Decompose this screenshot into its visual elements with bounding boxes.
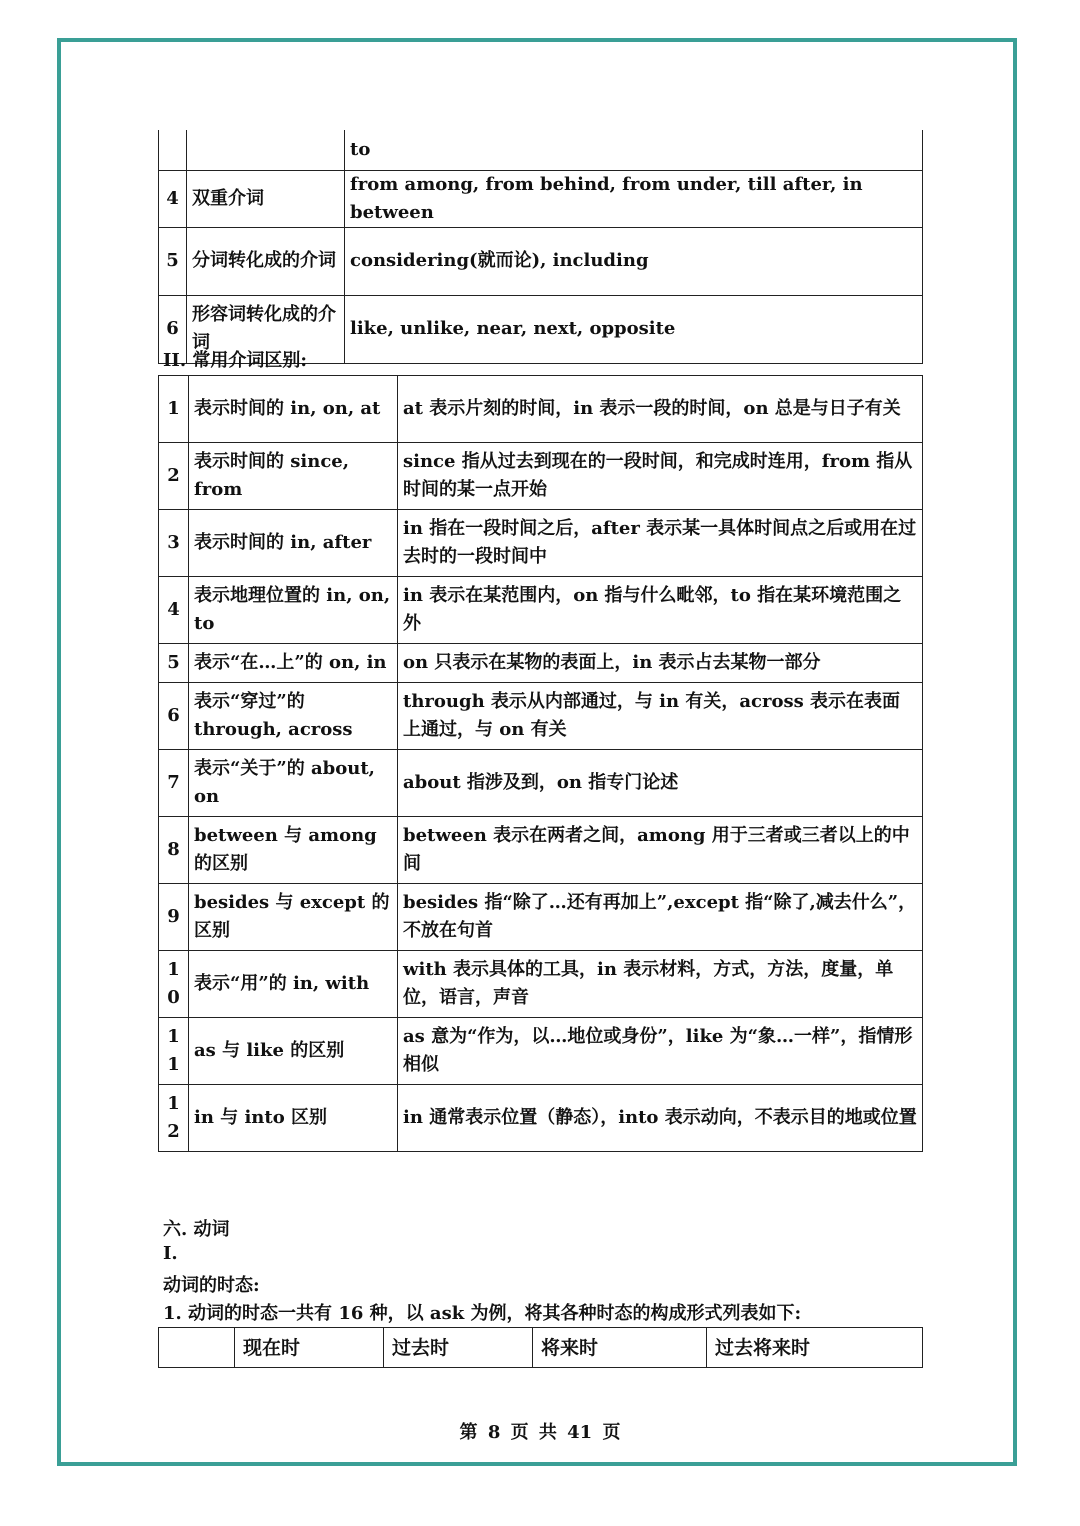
tense-header-row	[159, 1328, 923, 1368]
diff-item: 表示“用”的 in, with	[189, 951, 398, 1018]
table-row	[159, 577, 923, 644]
diff-description: with 表示具体的工具，in 表示材料，方式，方法，度量，单位，语言，声音	[398, 951, 923, 1018]
prep-type: 双重介词	[187, 170, 345, 227]
row-number: 2	[159, 443, 189, 510]
row-number: 5	[159, 227, 187, 295]
diff-item: 表示时间的 since, from	[189, 443, 398, 510]
diff-item: 表示“穿过”的 through, across	[189, 683, 398, 750]
prep-examples: from among, from behind, from under, till after, in between	[345, 170, 923, 227]
section6-intro: 1. 动词的时态一共有 16 种，以 ask 为例，将其各种时态的构成形式列表如下:	[163, 1303, 802, 1324]
diff-description: on 只表示在某物的表面上，in 表示占去某物一部分	[398, 644, 923, 683]
table-row	[159, 1018, 923, 1085]
diff-item: 表示地理位置的 in, on, to	[189, 577, 398, 644]
diff-item: between 与 among 的区别	[189, 817, 398, 884]
table-row	[159, 376, 923, 443]
diff-item: in 与 into 区别	[189, 1085, 398, 1152]
table-row	[159, 443, 923, 510]
tense-header-cell: 将来时	[533, 1328, 707, 1368]
diff-description: between 表示在两者之间，among 用于三者或三者以上的中间	[398, 817, 923, 884]
diff-item: 表示时间的 in, on, at	[189, 376, 398, 443]
table-row	[159, 227, 923, 295]
diff-description: through 表示从内部通过，与 in 有关，across 表示在表面上通过，与 on 有关	[398, 683, 923, 750]
row-number: 8	[159, 817, 189, 884]
tense-header-cell: 过去时	[384, 1328, 533, 1368]
row-number: 4	[159, 170, 187, 227]
prep-examples: like, unlike, near, next, opposite	[345, 295, 923, 363]
row-number: 6	[159, 295, 187, 363]
row-number: 9	[159, 884, 189, 951]
tense-header-cell: 过去将来时	[707, 1328, 923, 1368]
diff-description: as 意为“作为，以…地位或身份”，like 为“象…一样”，指情形相似	[398, 1018, 923, 1085]
diff-item: 表示时间的 in, after	[189, 510, 398, 577]
row-number: 1 2	[159, 1085, 189, 1152]
table-row	[159, 510, 923, 577]
table-row	[159, 1085, 923, 1152]
table-row	[159, 817, 923, 884]
row-number: 6	[159, 683, 189, 750]
table-row	[159, 644, 923, 683]
section-heading: II. 常用介词区别:	[163, 350, 308, 371]
prep-examples: considering(就而论), including	[345, 227, 923, 295]
diff-description: in 指在一段时间之后，after 表示某一具体时间点之后或用在过去时的一段时间中	[398, 510, 923, 577]
row-number: 7	[159, 750, 189, 817]
table-row	[159, 884, 923, 951]
prep-diff-body	[159, 376, 923, 1152]
row-number: 1 0	[159, 951, 189, 1018]
page-footer: 第 8 页 共 41 页	[459, 1422, 621, 1443]
diff-item: besides 与 except 的区别	[189, 884, 398, 951]
diff-item: 表示“关于”的 about, on	[189, 750, 398, 817]
section6-roman: I.	[163, 1243, 178, 1264]
diff-description: in 表示在某范围内，on 指与什么毗邻，to 指在某环境范围之外	[398, 577, 923, 644]
prep-diff-table	[158, 375, 923, 1152]
row-number: 3	[159, 510, 189, 577]
diff-description: since 指从过去到现在的一段时间，和完成时连用，from 指从时间的某一点开始	[398, 443, 923, 510]
prep-type-table	[158, 130, 923, 364]
diff-item: as 与 like 的区别	[189, 1018, 398, 1085]
prep-type: 分词转化成的介词	[187, 227, 345, 295]
table-row	[159, 750, 923, 817]
table-row	[159, 170, 923, 227]
tense-header-cell	[159, 1328, 235, 1368]
prep-examples: to	[345, 130, 923, 170]
diff-description: in 通常表示位置（静态），into 表示动向，不表示目的地或位置	[398, 1085, 923, 1152]
prep-type: 形容词转化成的介词	[187, 295, 345, 363]
prep-type	[187, 130, 345, 170]
table-row	[159, 130, 923, 170]
row-number: 1 1	[159, 1018, 189, 1085]
diff-description: at 表示片刻的时间，in 表示一段的时间，on 总是与日子有关	[398, 376, 923, 443]
diff-description: about 指涉及到，on 指专门论述	[398, 750, 923, 817]
tense-header-cell: 现在时	[235, 1328, 384, 1368]
tense-table	[158, 1327, 923, 1368]
diff-item: 表示“在…上”的 on, in	[189, 644, 398, 683]
section6-subtitle: 动词的时态:	[163, 1275, 260, 1296]
row-number: 5	[159, 644, 189, 683]
table-row	[159, 951, 923, 1018]
table-row	[159, 683, 923, 750]
row-number	[159, 130, 187, 170]
section6-title: 六. 动词	[163, 1219, 230, 1240]
row-number: 1	[159, 376, 189, 443]
diff-description: besides 指“除了…还有再加上”,except 指“除了,减去什么”，不放在句首	[398, 884, 923, 951]
row-number: 4	[159, 577, 189, 644]
